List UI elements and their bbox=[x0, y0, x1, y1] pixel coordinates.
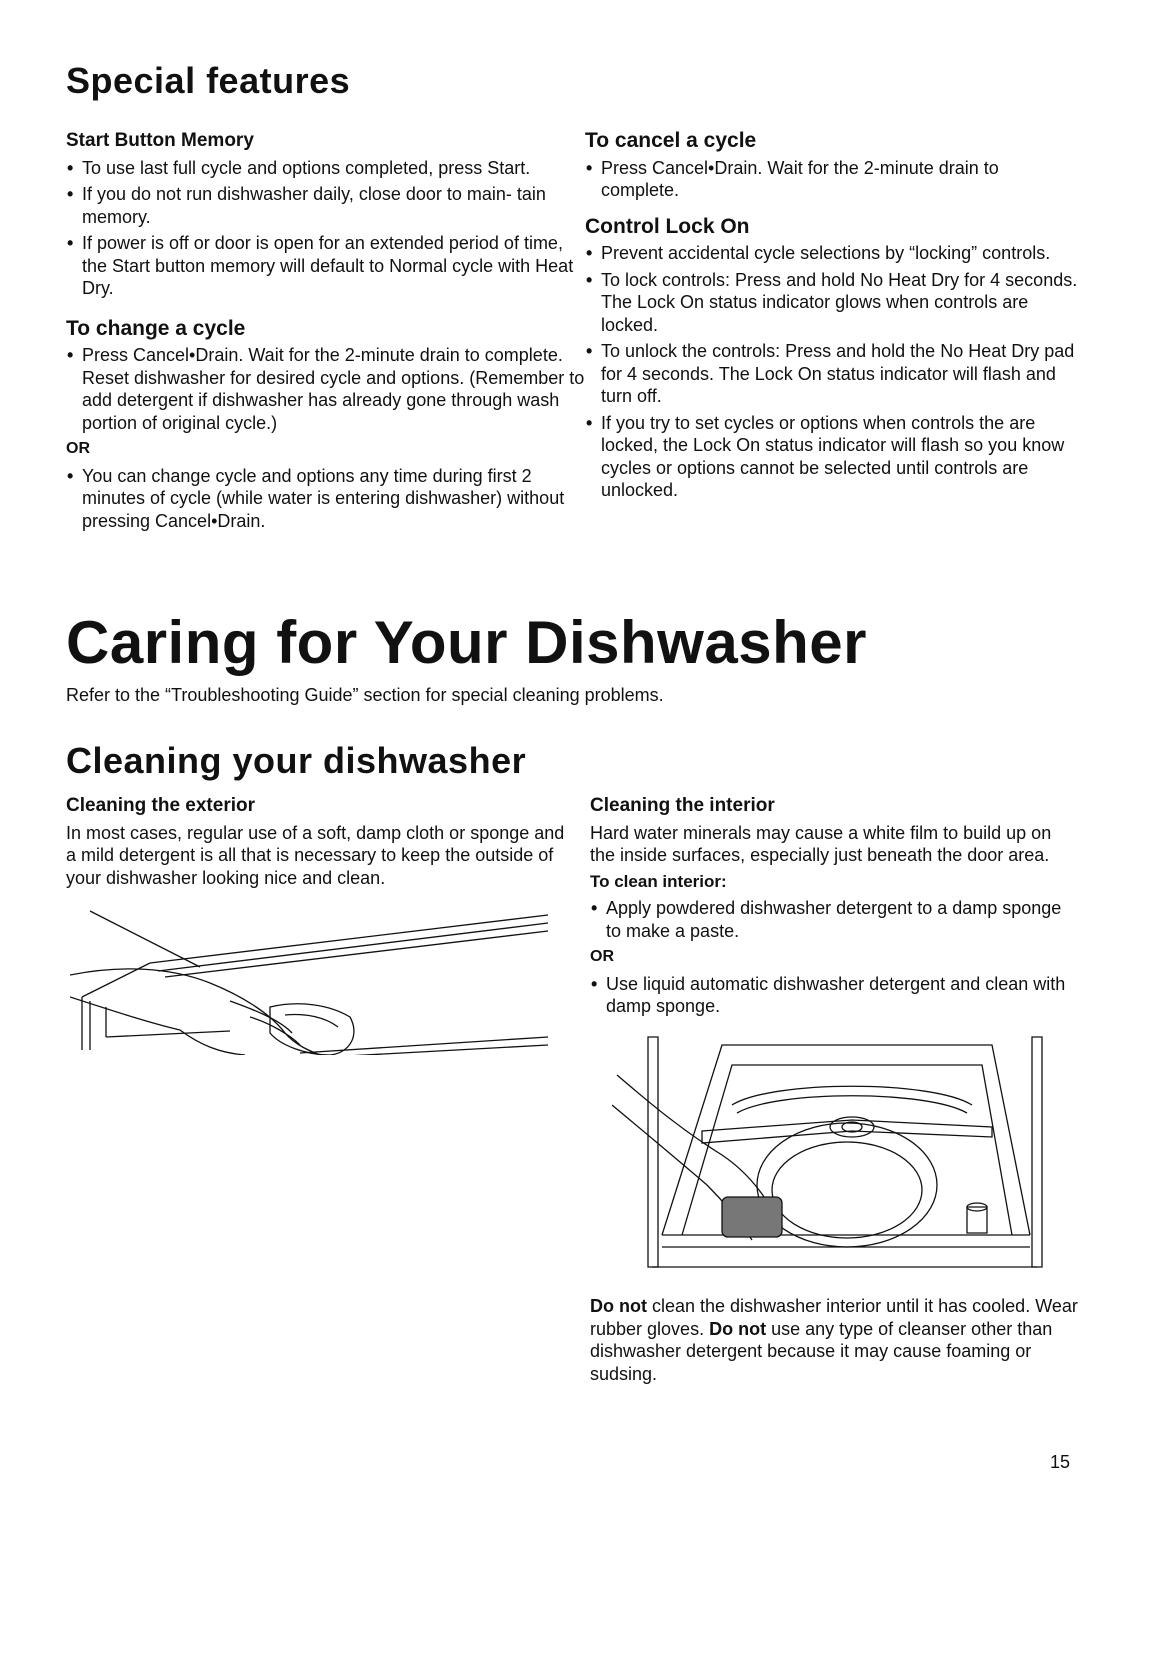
interior-list-2 bbox=[590, 973, 1080, 1018]
caring-title: Caring for Your Dishwasher bbox=[66, 609, 867, 676]
control-lock-heading: Control Lock On bbox=[585, 214, 750, 238]
list-item: • You can change cycle and options any time during first 2 minutes of cycle (while water is entering dishwasher) without pressing Cancel•Drain. bbox=[66, 465, 586, 533]
caring-intro: Refer to the “Troubleshooting Guide” section for special cleaning problems. bbox=[66, 685, 664, 705]
control-lock-list bbox=[585, 242, 1080, 502]
cleaning-title: Cleaning your dishwasher bbox=[66, 740, 527, 781]
clean-interior-subheading: To clean interior: bbox=[590, 871, 727, 891]
list-item: • If you do not run dishwasher daily, close door to main- tain memory. bbox=[66, 183, 586, 228]
right-column-special bbox=[585, 130, 1080, 506]
list-item: • To unlock the controls: Press and hold the No Heat Dry pad for 4 seconds. The Lock On status indicator will flash and turn off. bbox=[585, 340, 1080, 408]
interior-column bbox=[590, 795, 1080, 1022]
exterior-text: In most cases, regular use of a soft, damp cloth or sponge and a mild detergent is all that is necessary to keep the outside of your dishwasher looking nice and clean. bbox=[66, 822, 565, 888]
hand-wiping-door-icon bbox=[70, 905, 560, 1055]
start-memory-list bbox=[66, 157, 586, 300]
exterior-column bbox=[66, 795, 566, 889]
list-item: • Press Cancel•Drain. Wait for the 2-minute drain to complete. bbox=[585, 157, 1080, 202]
change-cycle-list-2 bbox=[66, 465, 586, 533]
interior-warning bbox=[590, 1295, 1080, 1385]
list-item: • To lock controls: Press and hold No Heat Dry for 4 seconds. The Lock On status indicator glows when controls are locked. bbox=[585, 269, 1080, 337]
warning-text-1: clean the dishwasher interior until it has cooled. Wear rubber gloves. bbox=[590, 1296, 1078, 1339]
list-item: • Press Cancel•Drain. Wait for the 2-minute drain to complete. Reset dishwasher for desired cycle and options. (Remember to add detergent if dishwasher has already gone through wash portion of original cycle.) bbox=[66, 344, 586, 434]
page-number: 15 bbox=[1050, 1452, 1071, 1472]
or-label: OR bbox=[590, 948, 614, 965]
or-label: OR bbox=[66, 440, 90, 457]
warning-text-2: use any type of cleanser other than dishwasher detergent because it may cause foaming or sudsing. bbox=[590, 1318, 1053, 1384]
list-item: • If you try to set cycles or options when controls the are locked, the Lock On status indicator will flash so you know cycles or options cannot be selected until controls are unlocked. bbox=[585, 412, 1080, 502]
interior-heading: Cleaning the interior bbox=[590, 795, 775, 816]
list-item: • If power is off or door is open for an extended period of time, the Start button memory will default to Normal cycle with Heat Dry. bbox=[66, 232, 586, 300]
special-features-title: Special features bbox=[66, 60, 351, 101]
cancel-cycle-list bbox=[585, 157, 1080, 202]
list-item: • Apply powdered dishwasher detergent to a damp sponge to make a paste. bbox=[590, 897, 1080, 942]
change-cycle-heading: To change a cycle bbox=[66, 316, 246, 340]
cancel-cycle-heading: To cancel a cycle bbox=[585, 129, 757, 152]
warning-bold-1: Do not bbox=[590, 1296, 647, 1316]
warning-bold-2: Do not bbox=[709, 1318, 767, 1339]
exterior-heading: Cleaning the exterior bbox=[66, 795, 255, 816]
start-memory-heading: Start Button Memory bbox=[66, 130, 254, 151]
left-column-special bbox=[66, 130, 586, 536]
interior-list-1 bbox=[590, 897, 1080, 942]
list-item: • To use last full cycle and options completed, press Start. bbox=[66, 157, 586, 180]
interior-text: Hard water minerals may cause a white film to build up on the inside surfaces, especially just beneath the door area. bbox=[590, 822, 1052, 865]
change-cycle-list-1 bbox=[66, 344, 586, 434]
list-item: • Prevent accidental cycle selections by “locking” controls. bbox=[585, 242, 1080, 265]
list-item: • Use liquid automatic dishwasher detergent and clean with damp sponge. bbox=[590, 973, 1080, 1018]
hand-cleaning-tub-icon bbox=[612, 1035, 1072, 1285]
